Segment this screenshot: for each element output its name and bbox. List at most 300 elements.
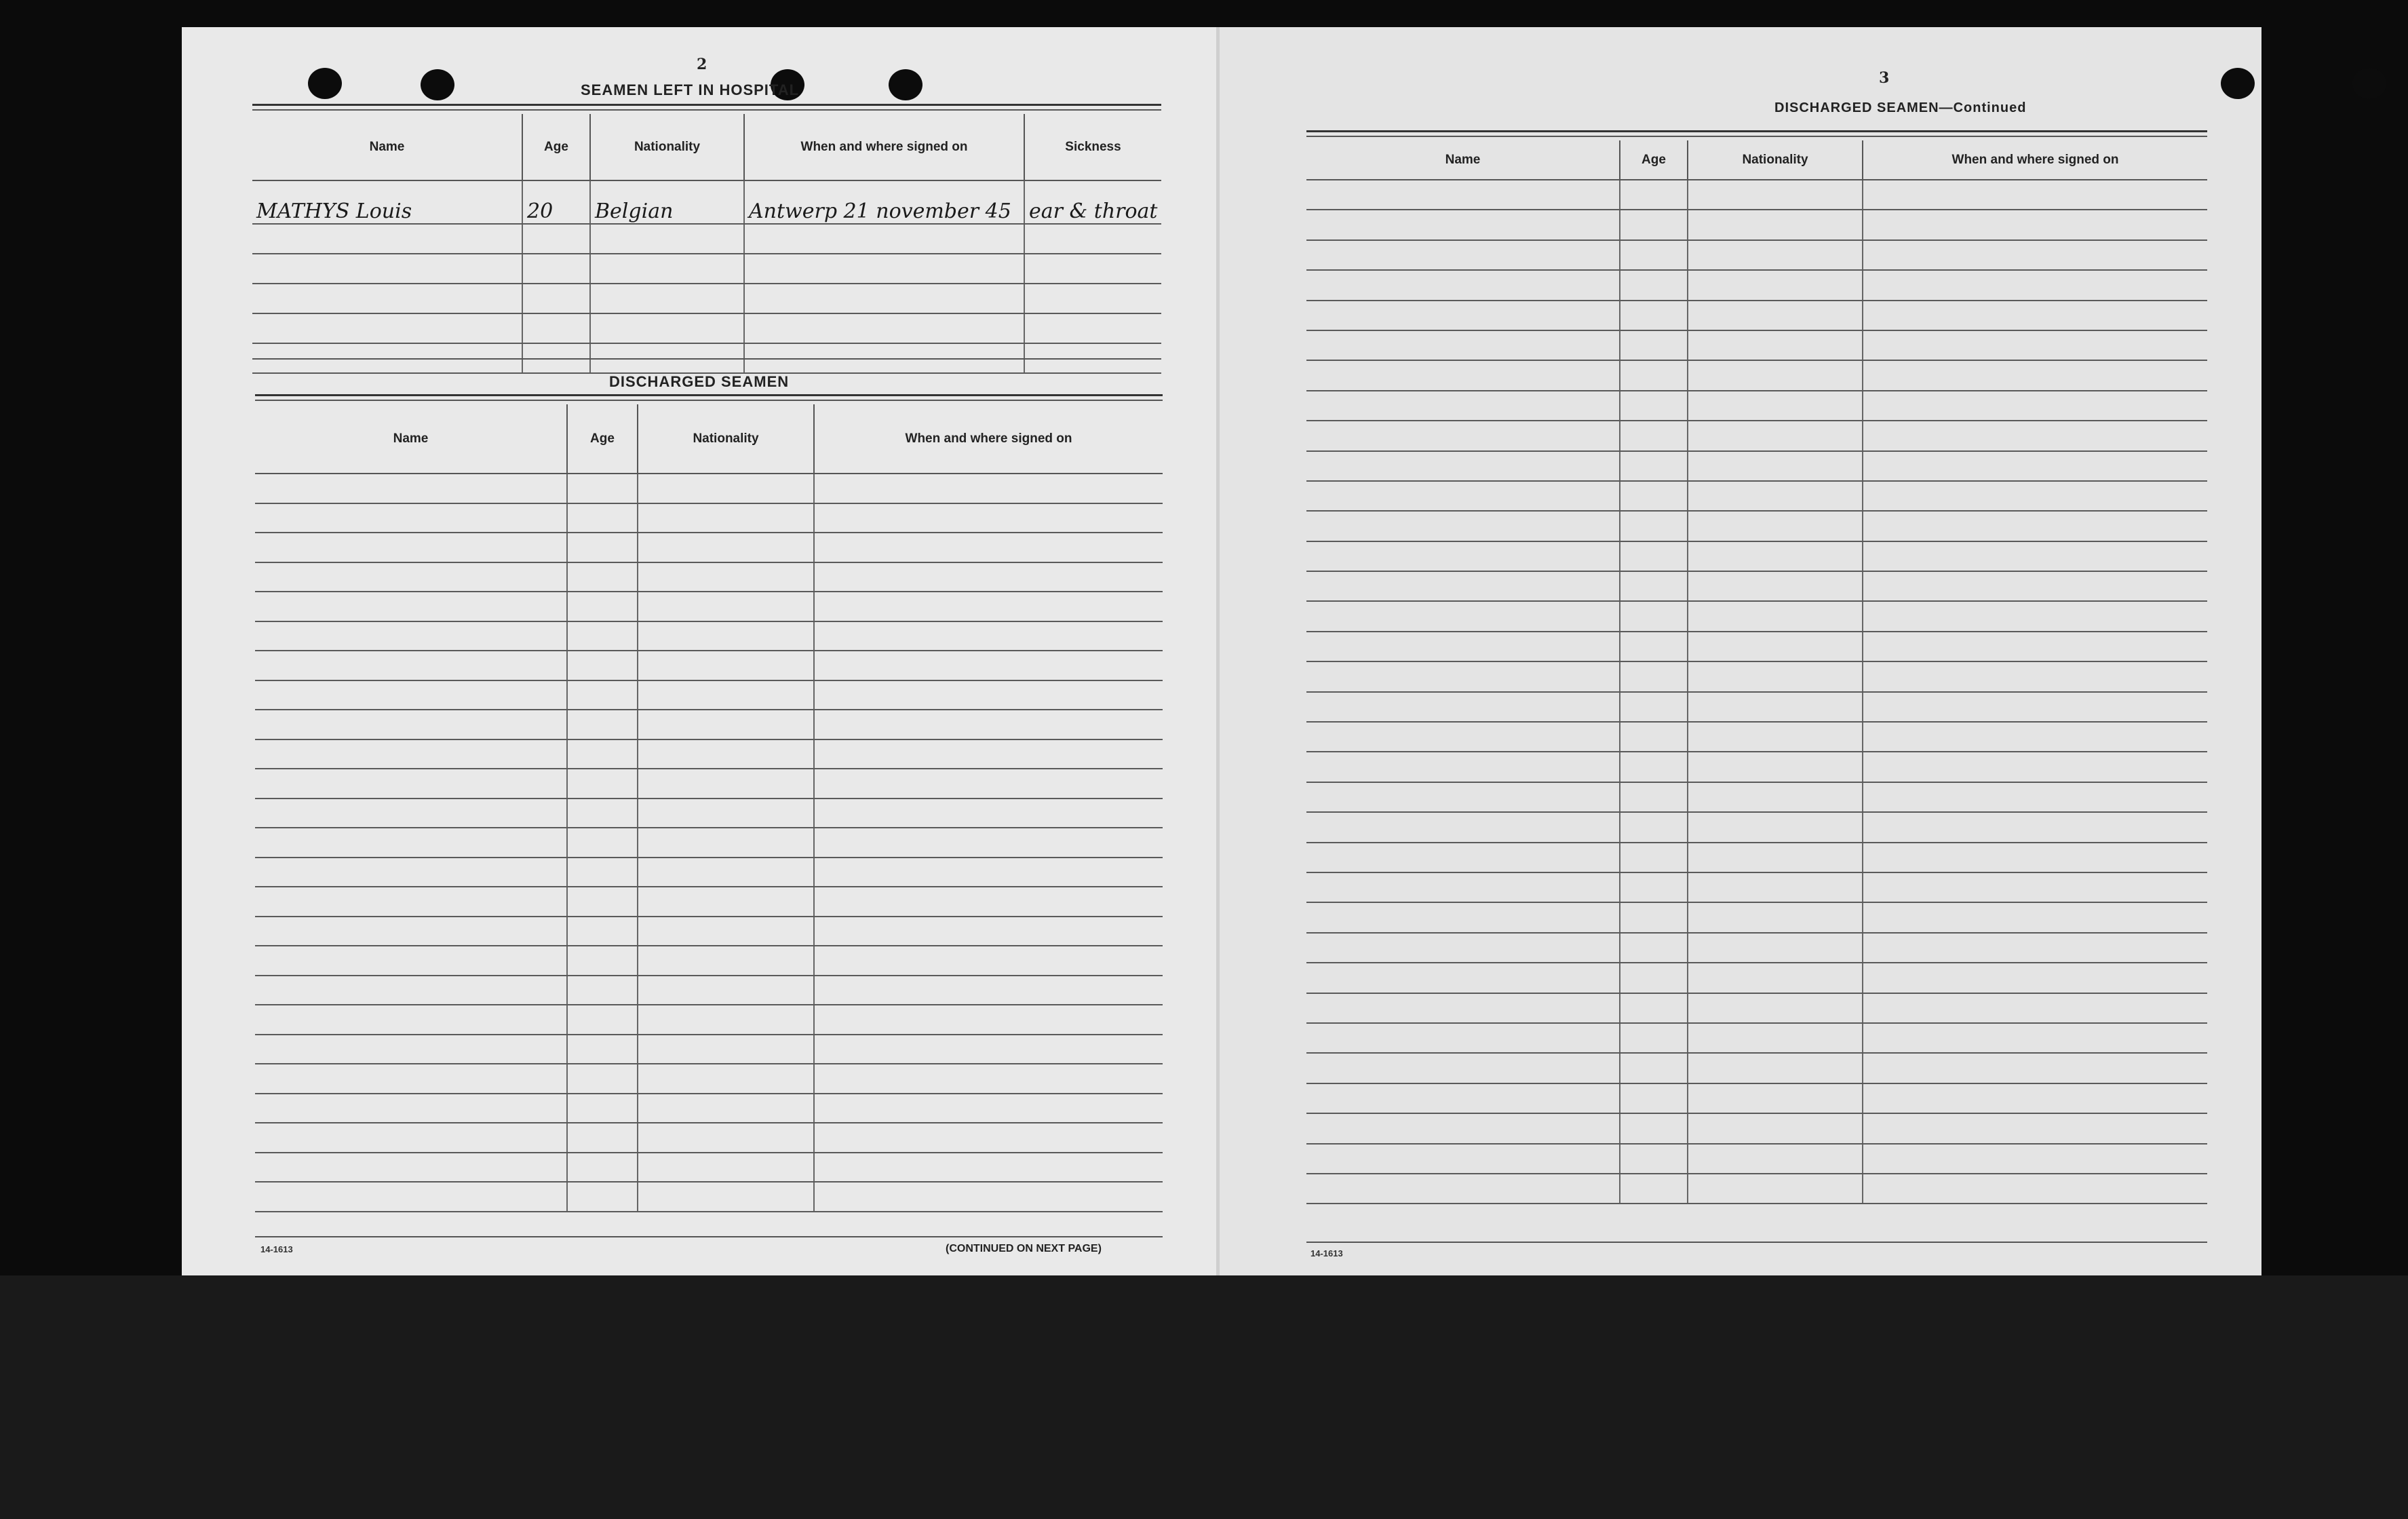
blank-cell bbox=[814, 858, 1163, 887]
blank-cell bbox=[814, 1123, 1163, 1153]
blank-cell bbox=[638, 858, 814, 887]
blank-cell bbox=[1688, 1023, 1863, 1053]
blank-cell bbox=[1863, 1174, 2207, 1204]
blank-cell bbox=[1306, 301, 1620, 330]
blank-cell bbox=[1863, 843, 2207, 872]
blank-cell bbox=[638, 1094, 814, 1123]
blank-cell bbox=[255, 976, 567, 1005]
blank-row bbox=[1306, 872, 2207, 902]
blank-row bbox=[255, 799, 1163, 828]
blank-cell bbox=[1306, 330, 1620, 360]
blank-row bbox=[1306, 963, 2207, 993]
blank-row bbox=[255, 621, 1163, 651]
blank-cell bbox=[1688, 1174, 1863, 1204]
table-row bbox=[252, 180, 1161, 224]
blank-cell bbox=[814, 1035, 1163, 1064]
col-header-nationality: Nationality bbox=[590, 114, 744, 180]
blank-cell bbox=[1620, 843, 1688, 872]
blank-cell bbox=[1863, 270, 2207, 300]
blank-cell bbox=[567, 710, 638, 739]
blank-row bbox=[1306, 843, 2207, 872]
punch-hole bbox=[2352, 68, 2386, 99]
continued-table-header bbox=[1306, 140, 2207, 180]
blank-cell bbox=[744, 224, 1024, 254]
blank-row bbox=[1306, 812, 2207, 842]
blank-cell bbox=[1863, 541, 2207, 571]
blank-cell bbox=[567, 946, 638, 976]
blank-cell bbox=[522, 284, 590, 313]
blank-cell bbox=[814, 799, 1163, 828]
blank-cell bbox=[638, 769, 814, 799]
blank-cell bbox=[567, 887, 638, 917]
blank-cell bbox=[567, 621, 638, 651]
blank-cell bbox=[1688, 872, 1863, 902]
col-header-sickness: Sickness bbox=[1024, 114, 1161, 180]
blank-cell bbox=[255, 710, 567, 739]
blank-row bbox=[1306, 601, 2207, 631]
blank-cell bbox=[1620, 451, 1688, 481]
blank-row bbox=[255, 1094, 1163, 1123]
blank-cell bbox=[1863, 692, 2207, 722]
blank-row bbox=[1306, 752, 2207, 782]
blank-cell bbox=[255, 946, 567, 976]
blank-cell bbox=[638, 680, 814, 710]
blank-cell bbox=[1688, 330, 1863, 360]
col-header-age: Age bbox=[567, 404, 638, 474]
hospital-table bbox=[252, 114, 1161, 374]
blank-cell bbox=[1620, 933, 1688, 963]
blank-row bbox=[255, 1005, 1163, 1035]
blank-cell bbox=[1863, 1053, 2207, 1083]
blank-cell bbox=[1306, 1053, 1620, 1083]
blank-row bbox=[1306, 180, 2207, 210]
blank-cell bbox=[567, 651, 638, 680]
blank-cell bbox=[1306, 541, 1620, 571]
blank-cell bbox=[255, 739, 567, 769]
header-rule bbox=[1306, 136, 2207, 137]
blank-cell bbox=[1620, 782, 1688, 812]
blank-row bbox=[1306, 902, 2207, 932]
hospital-section-title: SEAMEN LEFT IN HOSPITAL bbox=[581, 81, 800, 98]
blank-cell bbox=[1620, 632, 1688, 661]
blank-cell bbox=[255, 769, 567, 799]
scanner-background bbox=[0, 1275, 2408, 1519]
blank-cell bbox=[1688, 571, 1863, 601]
blank-cell bbox=[1306, 1113, 1620, 1143]
blank-cell bbox=[567, 799, 638, 828]
blank-row bbox=[255, 858, 1163, 887]
header-rule bbox=[255, 400, 1163, 401]
blank-cell bbox=[1306, 661, 1620, 691]
footer-rule bbox=[1306, 1242, 2207, 1243]
right-page bbox=[1220, 27, 2261, 1275]
punch-hole bbox=[308, 68, 342, 99]
blank-cell bbox=[567, 828, 638, 858]
blank-cell bbox=[1620, 1113, 1688, 1143]
blank-cell bbox=[1688, 541, 1863, 571]
blank-cell bbox=[1863, 1113, 2207, 1143]
blank-row bbox=[1306, 1113, 2207, 1143]
blank-cell bbox=[255, 503, 567, 533]
blank-cell bbox=[1863, 451, 2207, 481]
blank-row bbox=[1306, 692, 2207, 722]
seaman-age: 20 bbox=[522, 180, 590, 224]
blank-cell bbox=[522, 224, 590, 254]
blank-cell bbox=[1863, 661, 2207, 691]
blank-cell bbox=[1688, 722, 1863, 752]
col-header-name: Name bbox=[255, 404, 567, 474]
blank-cell bbox=[1863, 993, 2207, 1023]
blank-cell bbox=[1688, 632, 1863, 661]
blank-cell bbox=[255, 799, 567, 828]
left-page bbox=[182, 27, 1216, 1275]
page-number: 3 bbox=[1879, 69, 1890, 87]
blank-cell bbox=[814, 1153, 1163, 1182]
blank-cell bbox=[1863, 722, 2207, 752]
blank-cell bbox=[255, 1035, 567, 1064]
col-header-age: Age bbox=[522, 114, 590, 180]
blank-cell bbox=[814, 769, 1163, 799]
blank-cell bbox=[255, 651, 567, 680]
blank-cell bbox=[255, 917, 567, 946]
col-header-signed-on: When and where signed on bbox=[744, 114, 1024, 180]
blank-cell bbox=[567, 1005, 638, 1035]
blank-cell bbox=[252, 254, 522, 284]
blank-cell bbox=[1863, 511, 2207, 541]
blank-cell bbox=[590, 313, 744, 343]
blank-cell bbox=[1620, 270, 1688, 300]
blank-cell bbox=[1688, 270, 1863, 300]
seaman-nationality: Belgian bbox=[590, 180, 744, 224]
blank-cell bbox=[1688, 661, 1863, 691]
blank-row bbox=[1306, 1053, 2207, 1083]
blank-cell bbox=[638, 503, 814, 533]
blank-cell bbox=[1688, 451, 1863, 481]
blank-cell bbox=[1688, 812, 1863, 842]
blank-cell bbox=[1620, 601, 1688, 631]
blank-cell bbox=[1863, 481, 2207, 511]
blank-cell bbox=[638, 1064, 814, 1094]
blank-cell bbox=[1306, 692, 1620, 722]
blank-cell bbox=[814, 739, 1163, 769]
blank-row bbox=[252, 254, 1161, 284]
blank-cell bbox=[255, 680, 567, 710]
blank-row bbox=[1306, 1023, 2207, 1053]
blank-cell bbox=[1863, 391, 2207, 421]
blank-cell bbox=[814, 651, 1163, 680]
blank-cell bbox=[638, 1153, 814, 1182]
hospital-table-header bbox=[252, 114, 1161, 180]
blank-cell bbox=[1306, 481, 1620, 511]
blank-cell bbox=[567, 976, 638, 1005]
blank-cell bbox=[1688, 511, 1863, 541]
blank-cell bbox=[814, 1064, 1163, 1094]
blank-cell bbox=[1620, 330, 1688, 360]
blank-cell bbox=[638, 887, 814, 917]
blank-cell bbox=[1620, 571, 1688, 601]
blank-cell bbox=[255, 474, 567, 503]
blank-cell bbox=[1306, 511, 1620, 541]
blank-cell bbox=[1620, 360, 1688, 390]
blank-cell bbox=[638, 1123, 814, 1153]
blank-row bbox=[1306, 360, 2207, 390]
blank-cell bbox=[255, 1064, 567, 1094]
blank-row bbox=[255, 739, 1163, 769]
blank-cell bbox=[638, 1182, 814, 1212]
blank-row bbox=[1306, 481, 2207, 511]
blank-cell bbox=[255, 533, 567, 562]
blank-cell bbox=[1620, 1023, 1688, 1053]
continued-note: (CONTINUED ON NEXT PAGE) bbox=[946, 1243, 1102, 1254]
blank-cell bbox=[255, 828, 567, 858]
blank-cell bbox=[814, 562, 1163, 592]
blank-cell bbox=[1688, 933, 1863, 963]
blank-cell bbox=[1863, 601, 2207, 631]
blank-row bbox=[1306, 391, 2207, 421]
blank-cell bbox=[567, 769, 638, 799]
blank-cell bbox=[1620, 872, 1688, 902]
blank-cell bbox=[1863, 210, 2207, 239]
blank-row bbox=[255, 680, 1163, 710]
blank-cell bbox=[1306, 1144, 1620, 1174]
blank-row bbox=[255, 1035, 1163, 1064]
blank-cell bbox=[814, 680, 1163, 710]
blank-row bbox=[255, 769, 1163, 799]
blank-row bbox=[255, 946, 1163, 976]
blank-cell bbox=[1620, 722, 1688, 752]
blank-cell bbox=[814, 887, 1163, 917]
blank-cell bbox=[1688, 481, 1863, 511]
blank-cell bbox=[567, 533, 638, 562]
blank-cell bbox=[1688, 180, 1863, 210]
blank-row bbox=[255, 1182, 1163, 1212]
blank-row bbox=[1306, 661, 2207, 691]
blank-cell bbox=[814, 828, 1163, 858]
blank-cell bbox=[255, 1182, 567, 1212]
blank-row bbox=[1306, 993, 2207, 1023]
blank-cell bbox=[1306, 360, 1620, 390]
blank-cell bbox=[814, 621, 1163, 651]
blank-cell bbox=[255, 592, 567, 621]
blank-cell bbox=[1306, 270, 1620, 300]
blank-row bbox=[255, 976, 1163, 1005]
blank-cell bbox=[638, 799, 814, 828]
blank-cell bbox=[567, 739, 638, 769]
blank-cell bbox=[1620, 180, 1688, 210]
blank-cell bbox=[1620, 391, 1688, 421]
blank-row bbox=[255, 1153, 1163, 1182]
blank-cell bbox=[1306, 872, 1620, 902]
header-rule bbox=[252, 104, 1161, 106]
blank-cell bbox=[1863, 1023, 2207, 1053]
blank-row bbox=[255, 503, 1163, 533]
blank-cell bbox=[814, 1182, 1163, 1212]
blank-cell bbox=[1688, 752, 1863, 782]
blank-cell bbox=[1863, 933, 2207, 963]
blank-cell bbox=[638, 917, 814, 946]
punch-hole bbox=[421, 69, 454, 100]
blank-cell bbox=[1620, 661, 1688, 691]
blank-row bbox=[255, 887, 1163, 917]
blank-cell bbox=[1620, 993, 1688, 1023]
blank-cell bbox=[1306, 1174, 1620, 1204]
blank-cell bbox=[1620, 1053, 1688, 1083]
blank-row bbox=[1306, 270, 2207, 300]
discharged-table bbox=[255, 404, 1163, 1212]
blank-row bbox=[255, 917, 1163, 946]
blank-cell bbox=[1620, 511, 1688, 541]
blank-cell bbox=[567, 474, 638, 503]
blank-cell bbox=[252, 224, 522, 254]
blank-cell bbox=[1306, 1083, 1620, 1113]
blank-cell bbox=[1306, 782, 1620, 812]
blank-cell bbox=[567, 858, 638, 887]
blank-row bbox=[255, 1123, 1163, 1153]
blank-cell bbox=[1024, 313, 1161, 343]
blank-cell bbox=[567, 1153, 638, 1182]
continued-discharged-table bbox=[1306, 140, 2207, 1204]
blank-row bbox=[255, 1064, 1163, 1094]
blank-cell bbox=[1688, 782, 1863, 812]
blank-cell bbox=[1306, 843, 1620, 872]
seaman-name: MATHYS Louis bbox=[252, 180, 522, 224]
blank-cell bbox=[638, 621, 814, 651]
blank-cell bbox=[1863, 301, 2207, 330]
discharged-section-title: DISCHARGED SEAMEN bbox=[609, 373, 790, 390]
header-rule bbox=[255, 394, 1163, 396]
blank-row bbox=[252, 284, 1161, 313]
blank-cell bbox=[1688, 692, 1863, 722]
blank-row bbox=[1306, 632, 2207, 661]
blank-cell bbox=[814, 503, 1163, 533]
blank-cell bbox=[1620, 210, 1688, 239]
blank-row bbox=[1306, 330, 2207, 360]
blank-cell bbox=[1306, 571, 1620, 601]
blank-cell bbox=[638, 1035, 814, 1064]
blank-row bbox=[255, 533, 1163, 562]
blank-cell bbox=[1620, 301, 1688, 330]
blank-cell bbox=[1863, 571, 2207, 601]
blank-cell bbox=[1688, 1053, 1863, 1083]
blank-row bbox=[1306, 451, 2207, 481]
blank-cell bbox=[638, 710, 814, 739]
form-number: 14-1613 bbox=[1310, 1248, 1343, 1258]
blank-row bbox=[1306, 541, 2207, 571]
page-number: 2 bbox=[697, 56, 707, 73]
blank-cell bbox=[1863, 902, 2207, 932]
right-page-title: DISCHARGED SEAMEN—Continued bbox=[1774, 100, 2027, 115]
blank-row bbox=[1306, 1083, 2207, 1113]
blank-cell bbox=[522, 254, 590, 284]
blank-row bbox=[255, 828, 1163, 858]
blank-cell bbox=[638, 533, 814, 562]
blank-cell bbox=[1620, 752, 1688, 782]
blank-cell bbox=[1863, 360, 2207, 390]
blank-cell bbox=[567, 680, 638, 710]
blank-cell bbox=[1024, 284, 1161, 313]
col-header-signed-on: When and where signed on bbox=[1863, 140, 2207, 180]
blank-row bbox=[255, 474, 1163, 503]
seaman-signed-on: Antwerp 21 november 45 bbox=[744, 180, 1024, 224]
blank-cell bbox=[744, 254, 1024, 284]
blank-cell bbox=[1306, 752, 1620, 782]
blank-cell bbox=[1306, 210, 1620, 239]
blank-cell bbox=[1863, 632, 2207, 661]
blank-row bbox=[255, 562, 1163, 592]
blank-cell bbox=[522, 313, 590, 343]
blank-cell bbox=[814, 592, 1163, 621]
blank-cell bbox=[1688, 843, 1863, 872]
blank-cell bbox=[1620, 963, 1688, 993]
blank-row bbox=[255, 592, 1163, 621]
blank-cell bbox=[1306, 1023, 1620, 1053]
blank-row bbox=[252, 313, 1161, 343]
blank-cell bbox=[1620, 1144, 1688, 1174]
blank-cell bbox=[1688, 1144, 1863, 1174]
blank-row bbox=[1306, 1174, 2207, 1204]
form-number: 14-1613 bbox=[260, 1244, 293, 1254]
blank-cell bbox=[255, 621, 567, 651]
blank-cell bbox=[590, 254, 744, 284]
blank-cell bbox=[1688, 210, 1863, 239]
col-header-age: Age bbox=[1620, 140, 1688, 180]
blank-cell bbox=[255, 1153, 567, 1182]
blank-row bbox=[255, 651, 1163, 680]
blank-cell bbox=[1620, 541, 1688, 571]
blank-cell bbox=[638, 592, 814, 621]
blank-cell bbox=[1863, 421, 2207, 450]
blank-cell bbox=[567, 1182, 638, 1212]
blank-cell bbox=[1306, 451, 1620, 481]
blank-cell bbox=[567, 1094, 638, 1123]
blank-row bbox=[1306, 421, 2207, 450]
blank-cell bbox=[567, 917, 638, 946]
blank-row bbox=[1306, 301, 2207, 330]
blank-cell bbox=[1688, 963, 1863, 993]
blank-cell bbox=[1620, 902, 1688, 932]
blank-cell bbox=[1306, 632, 1620, 661]
blank-row bbox=[1306, 1144, 2207, 1174]
blank-cell bbox=[255, 858, 567, 887]
blank-cell bbox=[1620, 1174, 1688, 1204]
blank-cell bbox=[1024, 254, 1161, 284]
blank-cell bbox=[1688, 1113, 1863, 1143]
blank-cell bbox=[744, 313, 1024, 343]
blank-cell bbox=[638, 946, 814, 976]
blank-cell bbox=[1306, 601, 1620, 631]
footer-rule bbox=[255, 1236, 1163, 1237]
blank-cell bbox=[638, 562, 814, 592]
blank-cell bbox=[1863, 1083, 2207, 1113]
blank-cell bbox=[814, 1005, 1163, 1035]
blank-row bbox=[255, 710, 1163, 739]
blank-cell bbox=[1306, 993, 1620, 1023]
blank-cell bbox=[1620, 692, 1688, 722]
col-header-name: Name bbox=[1306, 140, 1620, 180]
blank-cell bbox=[744, 284, 1024, 313]
blank-cell bbox=[1863, 752, 2207, 782]
blank-cell bbox=[567, 1035, 638, 1064]
blank-cell bbox=[1306, 812, 1620, 842]
blank-cell bbox=[1863, 812, 2207, 842]
blank-cell bbox=[638, 739, 814, 769]
blank-cell bbox=[814, 474, 1163, 503]
blank-cell bbox=[1620, 421, 1688, 450]
blank-cell bbox=[1306, 421, 1620, 450]
seaman-sickness: ear & throat bbox=[1024, 180, 1161, 224]
blank-cell bbox=[590, 284, 744, 313]
blank-cell bbox=[1688, 601, 1863, 631]
